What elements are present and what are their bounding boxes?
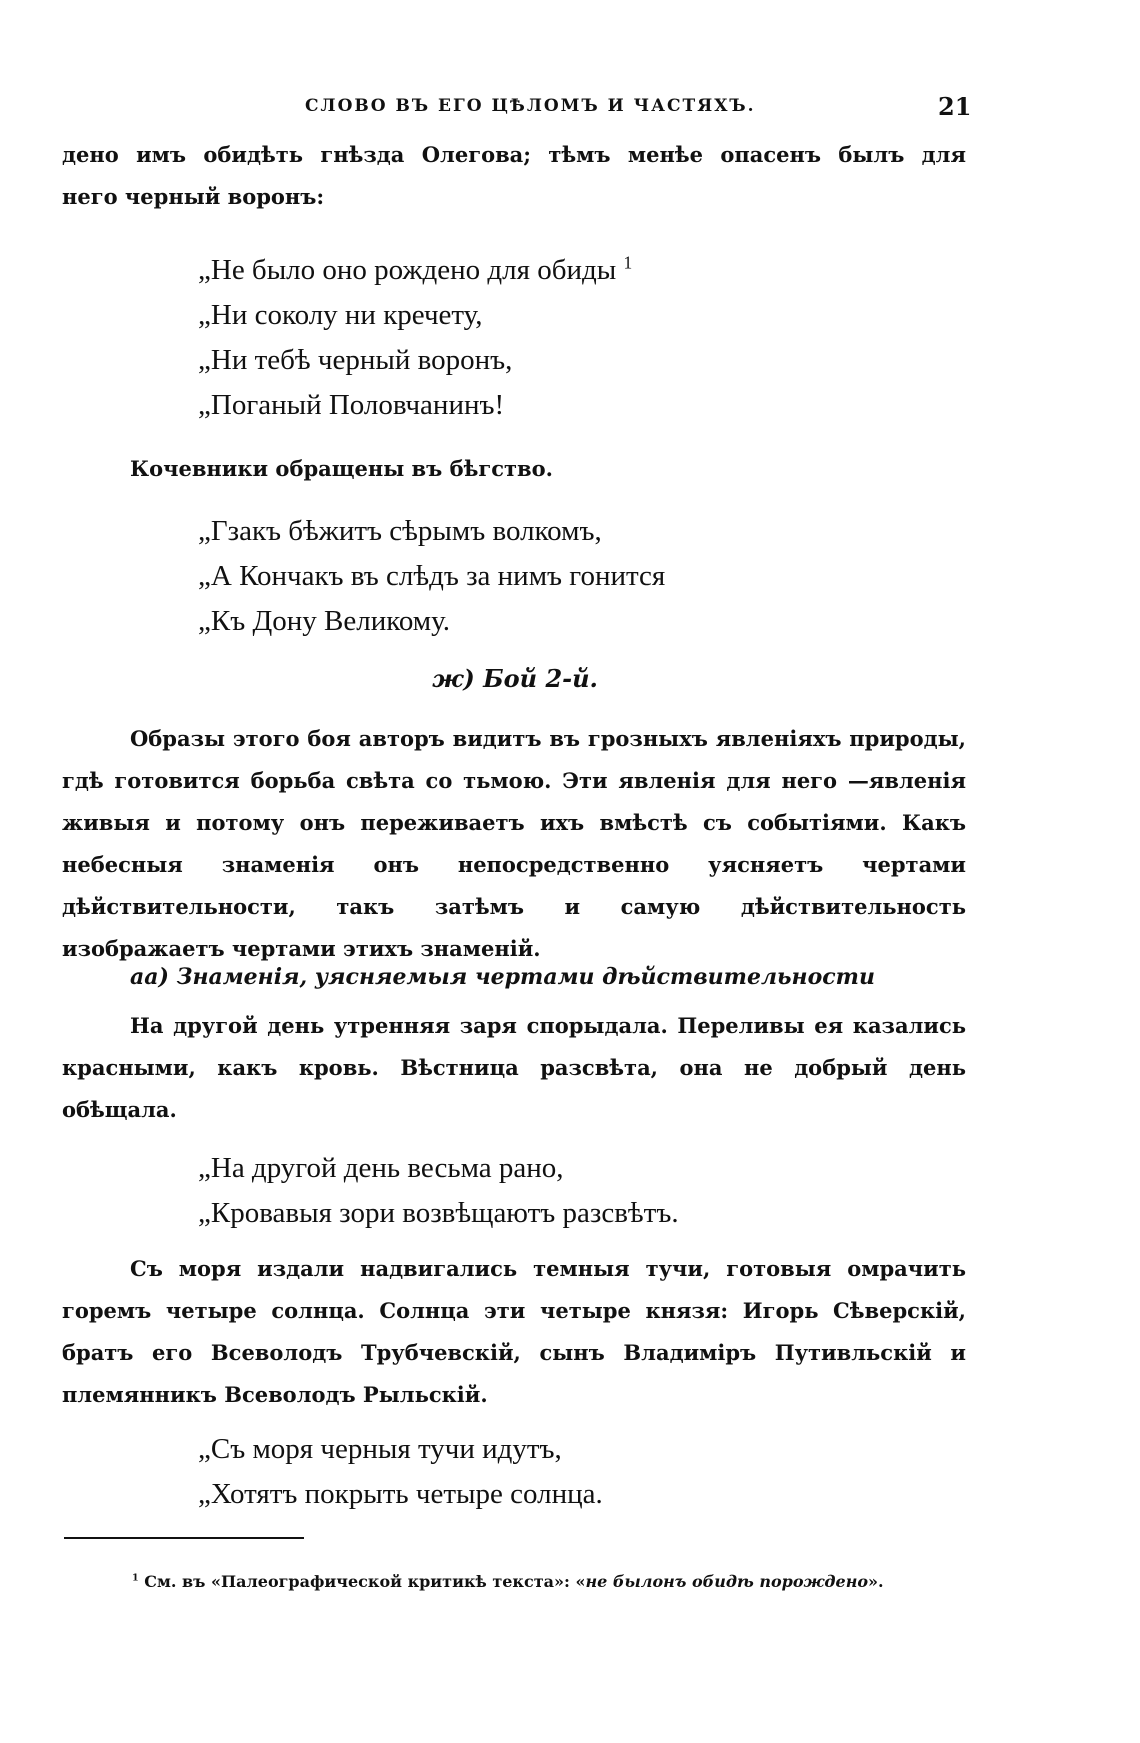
verse-line: „Къ Дону Великому. <box>198 605 450 637</box>
verse-line: „Ни соколу ни кречету, <box>198 299 483 331</box>
verse-line: „А Кончакъ въ слѣдъ за нимъ гонится <box>198 560 666 592</box>
verse-line: „Кровавыя зори возвѣщаютъ разсвѣтъ. <box>198 1197 679 1229</box>
verse-line: „Ни тебѣ черный воронъ, <box>198 344 513 376</box>
paragraph: На другой день утренняя заря спорыдала. Переливы ея казались красными, какъ кровь. Вѣстница разсвѣта, она не добрый день обѣщала. <box>62 1013 966 1122</box>
running-title: СЛОВО ВЪ ЕГО ЦѢЛОМЪ И ЧАСТЯХЪ. <box>305 96 756 116</box>
footnote-divider <box>64 1537 304 1539</box>
verse-line: „Гзакъ бѣжитъ сѣрымъ волкомъ, <box>198 515 602 547</box>
paragraph: Образы этого боя авторъ видитъ въ грозныхъ явленіяхъ природы, гдѣ готовится борьба свѣта со тьмою. Эти явленія для него —явленія живыя и потому онъ переживаетъ ихъ вмѣстѣ съ событіями. Какъ небесныя знаменія онъ непосредственно уясняетъ чертами дѣйствительности, такъ затѣмъ и самую дѣйствительность изображаетъ чертами этихъ знаменій. <box>62 726 966 961</box>
paragraph-line: дено имъ обидѣть гнѣзда Олегова; тѣмъ менѣе опасенъ былъ для <box>62 142 966 167</box>
footnote <box>132 1572 884 1591</box>
verse-line: „На другой день весьма рано, <box>198 1152 564 1184</box>
verse-line: „Съ моря черныя тучи идутъ, <box>198 1433 562 1465</box>
footnote-quote: не былонъ обидѣ порождено <box>585 1572 869 1591</box>
page-number: 21 <box>938 92 972 121</box>
subsection-title: аа) Знаменія, уясняемыя чертами дѣйствительности <box>130 964 875 990</box>
footnote-end: ». <box>868 1572 884 1591</box>
paragraph-line: него черный воронъ: <box>62 184 325 209</box>
footnote-text: См. въ «Палеографической критикѣ текста»: « <box>144 1572 586 1591</box>
verse-quote <box>198 248 632 428</box>
verse-quote <box>198 509 665 644</box>
verse-quote <box>198 1427 603 1517</box>
section-title: ж) Бой 2-й. <box>432 664 598 693</box>
verse-line: „Поганый Половчанинъ! <box>198 389 505 421</box>
paragraph: Кочевники обращены въ бѣгство. <box>130 456 553 481</box>
verse-line: „Не было оно рождено для обиды $^1$ <box>198 252 633 286</box>
footnote-marker: 1 <box>132 1572 139 1584</box>
paragraph: Съ моря издали надвигались темныя тучи, готовыя омрачить горемъ четыре солнца. Солнца эти четыре князя: Игорь Сѣверскій, братъ его Всеволодъ Трубчевскій, сынъ Владиміръ Путивльскій и племянникъ Всеволодъ Рыльскій. <box>62 1256 966 1407</box>
footnote-ref: 1 <box>623 252 633 273</box>
paragraph-continuation <box>62 134 966 218</box>
verse-quote <box>198 1146 679 1236</box>
verse-line: „Хотятъ покрыть четыре солнца. <box>198 1478 603 1510</box>
